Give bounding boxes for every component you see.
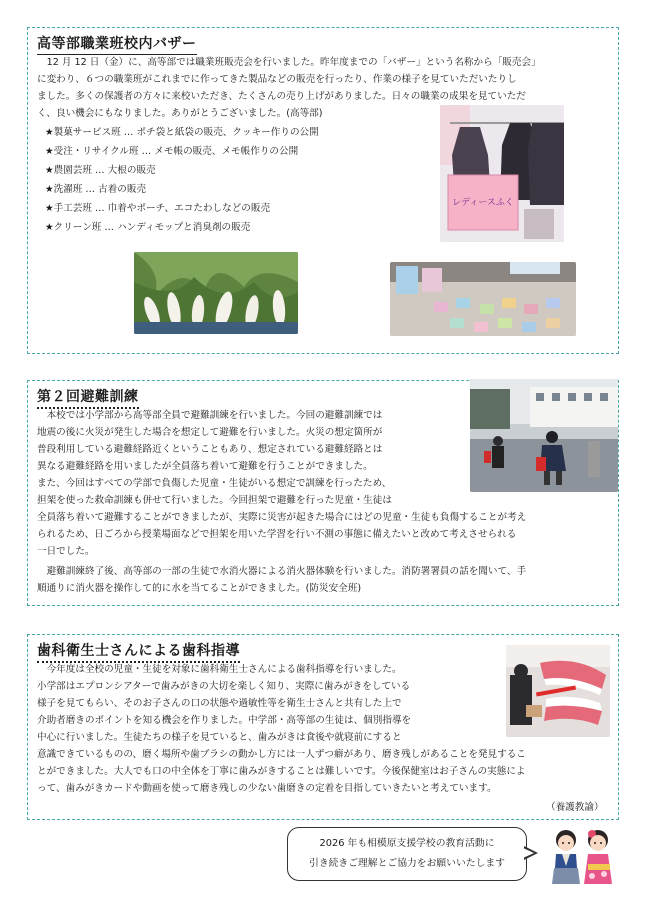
closing-message-line: 引き続きご理解とご協力をお願いいたします <box>309 858 505 869</box>
fire-extinguisher-photo <box>470 379 618 492</box>
dental-paragraph-line: とができました。大人でも口の中全体を丁寧に歯みがきすることは難しいです。今後保健室はお子さんの実態によ <box>37 766 526 777</box>
evacuation-paragraph-line: 避難訓練終了後、高等部の一部の生徒で水消火器による消火器体験を行いました。消防署署員の話を聞いて、手 <box>37 566 527 577</box>
bazaar-section <box>27 27 619 354</box>
evacuation-paragraph-line: 担架を使った救命訓練も併せて行いました。今回担架で避難を行った児童・生徒は <box>37 495 392 506</box>
bazaar-item: ★洗濯班 … 古着の販売 <box>45 184 147 195</box>
dental-guidance-title: 歯科衛生士さんによる歯科指導 <box>37 640 240 663</box>
dental-paragraph-line: 意識できているものの、磨く場所や歯ブラシの動かし方には一人ずつ癖があり、磨き残しがあることを発見するこ <box>37 749 526 760</box>
kimono-children-illustration <box>548 826 620 888</box>
bazaar-item: ★受注・リサイクル班 … メモ帳の販売、メモ帳作りの公開 <box>45 146 299 157</box>
dental-paragraph-line: 様子を見てもらい、そのお子さんの口の状態や過敏性等を衛生士さんと共有した上で <box>37 698 402 709</box>
bazaar-item: ★クリーン班 … ハンディモップと消臭剤の販売 <box>45 222 251 233</box>
dental-signature: （養護教諭） <box>546 802 604 813</box>
closing-message-bubble <box>287 827 527 881</box>
bazaar-paragraph-line: 12 月 12 日（金）に、高等部では職業班販売会を行いました。昨年度までの「バザー」という名称から「販売会」 <box>37 57 541 68</box>
dental-paragraph-line: 今年度は全校の児童・生徒を対象に歯科衛生士さんによる歯科指導を行いました。 <box>37 664 402 675</box>
speech-bubble-tail-inner <box>523 848 534 858</box>
evacuation-paragraph-line: 順通りに消火器を操作して的に水を当てることができました。(防災安全班) <box>37 583 362 594</box>
bazaar-item: ★農園芸班 … 大根の販売 <box>45 165 156 176</box>
dental-model-photo <box>506 645 610 737</box>
dental-paragraph-line: って、歯みがきカードや動画を使って磨き残しの少ない歯磨きの定着を目指していきたいと考えています。 <box>37 783 497 794</box>
bazaar-item: ★手工芸班 … 巾着やポーチ、エコたわしなどの販売 <box>45 203 271 214</box>
evacuation-paragraph-line: られるため、日ごろから授業場面などで担架を用いた学習を行い不測の事態に備えたいと改めて考えさせられる <box>37 529 517 540</box>
evacuation-paragraph-line: 地震の後に火災が発生した場合を想定して避難を行いました。火災の想定箇所が <box>37 427 383 438</box>
dental-paragraph-line: 中心に行いました。生徒たちの様子を見ていると、歯みがきは食後や就寝前にすると <box>37 732 402 743</box>
evacuation-drill-section <box>27 380 619 606</box>
bazaar-title: 高等部職業班校内バザー <box>37 33 197 55</box>
daikon-photo <box>134 252 298 334</box>
evacuation-paragraph-line: 全員落ち着いて避難することができましたが、実際に災害が起きた場合にはどの児童・生徒も負傷することが考え <box>37 512 527 523</box>
dental-paragraph-line: 介助者磨きのポイントを知る機会を作りました。中学部・高等部の生徒は、個別指導を <box>37 715 412 726</box>
bazaar-item: ★製菓サービス班 … ポチ袋と紙袋の販売、クッキー作りの公開 <box>45 127 319 138</box>
clothing-sale-photo <box>440 105 564 242</box>
evacuation-paragraph-line: また、今回はすべての学部で負傷した児童・生徒がいる想定で訓練を行ったため、 <box>37 478 392 489</box>
closing-message-line: 2026 年も相模原支援学校の教育活動に <box>319 838 495 849</box>
memo-pad-photo <box>390 262 576 336</box>
evacuation-drill-title: 第２回避難訓練 <box>37 386 139 409</box>
bazaar-paragraph-line: く、良い機会にもなりました。ありがとうございました。(高等部) <box>37 108 323 119</box>
bazaar-paragraph-line: ました。多くの保護者の方々に来校いただき、たくさんの売り上げがありました。日々の職業の成果を見ていただ <box>37 91 526 102</box>
evacuation-paragraph-line: 本校では小学部から高等部全員で避難訓練を行いました。今回の避難訓練では <box>37 410 383 421</box>
evacuation-paragraph-line: 普段利用している避難経路近くということもあり、想定されている避難経路とは <box>37 444 383 455</box>
dental-guidance-section <box>27 634 619 820</box>
dental-paragraph-line: 小学部はエプロンシアターで歯みがきの大切を楽しく知り、実際に歯みがきをしている <box>37 681 411 692</box>
clothing-sign-text: レディースふく <box>452 198 514 208</box>
evacuation-paragraph-line: 異なる避難経路を用いましたが全員落ち着いて避難を行うことができました。 <box>37 461 373 472</box>
bazaar-paragraph-line: に変わり、６つの職業班がこれまでに作ってきた製品などの販売を行ったり、作業の様子を見ていただいたりし <box>37 74 517 85</box>
evacuation-paragraph-line: 一日でした。 <box>37 546 95 557</box>
